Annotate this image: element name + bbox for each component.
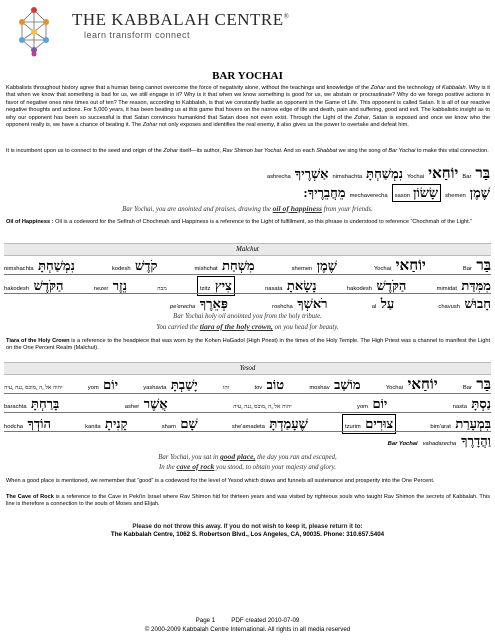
org-tagline: learn transform connect <box>84 30 191 40</box>
row-divider <box>4 293 491 294</box>
hebrew-word: שָׁם <box>180 416 198 431</box>
translit: tzurim <box>344 424 361 430</box>
hebrew-word: הוֹדְךָ <box>27 416 51 431</box>
translit: nimshachta <box>4 266 34 272</box>
translit: sham <box>161 424 176 430</box>
translit: shemen <box>445 193 466 199</box>
translit: barachta <box>4 404 27 410</box>
hebrew-word: נֵזֶר <box>112 278 127 293</box>
hebrew-word: אַשְׁרֶיךָ <box>294 166 329 181</box>
section-malchut-band: Malchut <box>4 243 491 256</box>
translit: yom <box>357 404 368 410</box>
translit: vahadarecha <box>422 441 457 447</box>
intro-paragraph: Kabbalists throughout history agree that a human being cannot overcome the force of negativity alone, without the teachings and knowledge of the Zohar and the technology of Kabbalah. Why is it that when we know that something is bad for us, we still engage in it? Why is it that when we know something is good for us, we abstain or procrastinate? Why do we forego positive actions in favor of negative ones nine times out of ten? The reason, according to Kabbalah, is that we constantly battle an opponent in the Game of Life. This opponent is called Satan. It is all of our reactive negative thoughts and actions. For 5,000 years, it has been beating us at this game that hovers on the narrow edge of life and death, pain and suffering, good and evil. The kabbalistic insight as to why our opponent has been so successful is that Satan convinces humankind that Satan does not even exist. Through the Light of the Zohar, Satan is exposed and once we know who the opponent really is, we have a chance of beating it. The Zohar not only exposes and identifies the real enemy, it also gives us the power to overtake and defeat him. <box>6 85 490 129</box>
translit: kodesh <box>111 266 131 272</box>
hebrew-word: יוֹחַאי <box>428 166 459 182</box>
translit: yashavta <box>143 385 167 391</box>
yesod-row2 <box>4 395 491 411</box>
row-divider <box>4 431 491 432</box>
hebrew-word: צִיץ <box>214 278 232 293</box>
tiara-explanation: Tiara of the Holy Crown is a reference to the headpiece that was worn by the Kohen HaGadol (High Priest) in the times of the Holy Temple. The High Priest was a channel to manifest the Light on the One Percent Realm (Malchut). <box>6 338 490 352</box>
yesod-translation-2: In the cave of rock you stood, to obtain your majesty and glory. <box>159 462 336 471</box>
translit: Yochai <box>373 266 392 272</box>
sason-box <box>392 184 442 202</box>
hebrew-word: יוֹחַאי <box>407 377 438 393</box>
translit: Yochai <box>406 174 425 180</box>
cave-explanation: The Cave of Rock is a reference to the Cave in Peki'in Israel where Rav Shimon hid for thirteen years and was visited by righteous souls who taught Rav Shimon the secrets of Kabbalah. This line is therefore a connection to the souls of Moses and Elijah. <box>6 494 490 508</box>
page-footer <box>0 617 495 624</box>
hebrew-word: נִמְשַׁחְתָּ <box>366 166 403 181</box>
hebrew-word: צוּרִים <box>365 416 394 431</box>
gematria-note: יהוה אל ,ה ,מובס ,גנה ,עיה <box>233 404 292 410</box>
connection-paragraph: It is incumbent upon us to connect to the seed and origin of the Zohar itself—its author, Rav Shimon bar Yochai. And so each Shabbat we sing the song of Bar Yochai to make this vital connection. <box>6 148 489 154</box>
translit: she'amadeta <box>231 424 265 430</box>
malchut-row1 <box>4 257 491 273</box>
translit: chavush <box>438 304 461 310</box>
verse1-translation: Bar Yochai, you are anointed and praises, drawing the oil of happiness from your friends. <box>122 204 373 213</box>
translit: nasata <box>265 286 283 292</box>
row-divider <box>4 274 491 275</box>
translit: tzitz <box>200 286 211 292</box>
hebrew-word: נַסְתָּ <box>471 396 491 411</box>
kabbalah-centre-logo-icon <box>8 6 60 58</box>
yesod-row3 <box>4 414 491 430</box>
gematria-note: מבה <box>157 286 167 292</box>
hebrew-word: עַל <box>380 296 395 311</box>
yesod-row1 <box>4 376 491 392</box>
translit: Yochai <box>385 385 404 391</box>
hebrew-word: בָּרַחְתָּ <box>31 396 60 411</box>
hebrew-word: נִמְשַׁחְתָּ <box>38 258 75 273</box>
hebrew-word: בַּר <box>476 258 491 274</box>
oil-explanation: Oil of Happiness : Oil is a codeword for the Sefirah of Chochmah and Happiness is a reference to the Light of fulfillment, so this phrase is understood to reference “Chochmah of the Light.” <box>6 219 473 225</box>
hebrew-word: חָבוּשׁ <box>464 296 491 311</box>
hebrew-word: מִמִּדַּת <box>461 278 491 293</box>
hebrew-word: נָשָׂאתָ <box>286 278 317 293</box>
hebrew-word: בַּר <box>476 377 491 393</box>
translit: shemen <box>291 266 313 272</box>
hebrew-word: בַּר <box>475 166 490 182</box>
row-divider <box>4 393 491 394</box>
hebrew-word: קֹדֶשׁ <box>135 258 158 273</box>
hebrew-word: יָשַׁבְתָּ <box>170 377 198 392</box>
translit: moshav <box>309 385 330 391</box>
hebrew-word: פְּאֵרֶךָ <box>199 296 228 311</box>
pdf-created-date: PDF created 2010-07-09 <box>231 617 300 624</box>
translit: bim'arat <box>430 424 451 430</box>
translit: mechaverecha <box>349 193 388 199</box>
hebrew-word: בִּמְעָרַת <box>455 416 491 431</box>
translit: al <box>371 304 377 310</box>
hebrew-word: אֲשֶׁר <box>143 396 168 411</box>
translit: mimidat <box>436 286 457 292</box>
hebrew-word: שֶׁעָמַדְתָּ <box>269 416 308 431</box>
hebrew-word: שֶׁמֶן <box>316 258 337 273</box>
hebrew-word: הַקֹּדֶשׁ <box>376 278 407 293</box>
section-yesod-band: Yesod <box>4 362 491 375</box>
page-title: BAR YOCHAI <box>212 70 283 82</box>
hebrew-word: הַקֹּדֶשׁ <box>33 278 64 293</box>
hebrew-word: מֵחֲבֵרֶיךָ: <box>303 185 346 200</box>
verse1-line2 <box>195 184 490 200</box>
hebrew-word: טוֹב <box>266 377 285 392</box>
translit: asher <box>124 404 140 410</box>
translit: nezer <box>93 286 109 292</box>
translit: tov <box>254 385 263 391</box>
hebrew-word: וַהֲדָרֶךָ <box>461 433 491 448</box>
org-name: THE KABBALAH CENTRE® <box>72 10 290 29</box>
translit: Bar <box>462 266 472 272</box>
translit: hodcha <box>4 424 24 430</box>
return-address: The Kabbalah Centre, 1062 S. Robertson Blvd., Los Angeles, CA, 90035. Phone: 310.657.5404 <box>110 531 385 538</box>
gematria-note: יהוה אל ,ה ,מובס ,גנה ,עיה <box>4 385 63 391</box>
malchut-translation-1: Bar Yochai holy oil anointed you from the holy tribute. <box>173 313 322 320</box>
translit: ashrecha <box>266 174 291 180</box>
page-number: Page 1 <box>195 617 216 624</box>
return-notice: Please do not throw this away. If you do not wish to keep it, please return it to: <box>132 523 363 530</box>
translit: Bar Yochai <box>387 441 418 447</box>
translit: hakodesh <box>4 286 30 292</box>
hebrew-word: מוֹשַׁב <box>334 377 361 392</box>
hebrew-word: קָנִיתָ <box>105 416 128 431</box>
hebrew-word: שֶׁמֶן <box>469 185 490 200</box>
hebrew-word: יוֹחַאי <box>395 258 426 274</box>
translit: pe'erecha <box>170 304 196 310</box>
gematria-note: והו <box>222 385 230 391</box>
translit: nimshachta <box>332 174 363 180</box>
yesod-row4 <box>330 433 491 447</box>
translit: mishchat <box>194 266 218 272</box>
translit: sason <box>394 193 411 199</box>
malchut-translation-2: You carried the tiara of the holy crown, on you head for beauty. <box>156 322 339 331</box>
hebrew-word: מִשְׁחַת <box>222 258 255 273</box>
translit: Bar <box>462 174 472 180</box>
malchut-row3 <box>170 295 491 311</box>
translit: yom <box>87 385 99 391</box>
translit: kanita <box>85 424 101 430</box>
row-divider <box>4 412 491 413</box>
hebrew-word: יוֹם <box>372 396 388 411</box>
translit: hakodesh <box>346 286 373 292</box>
verse1-line1 <box>175 166 490 182</box>
good-place-explanation: When a good place is mentioned, we remember that “good” is a codeword for the level of Yesod which draws and funnels all sustenance and prosperity into the One Percent. <box>6 478 435 484</box>
hebrew-word: רֹאשְׁךָ <box>297 296 328 311</box>
yesod-translation-1: Bar Yochai, you sat in good place, the day you ran and escaped, <box>158 452 337 461</box>
translit: nasta <box>452 404 467 410</box>
malchut-row2 <box>4 276 491 292</box>
hebrew-word: יוֹם <box>103 377 119 392</box>
translit: roshcha <box>272 304 293 310</box>
translit: Bar <box>462 385 472 391</box>
copyright: © 2000-2009 Kabbalah Centre International. All rights in all media reserved <box>144 626 351 633</box>
hebrew-word: שָׂשׂוֹן <box>413 185 439 200</box>
